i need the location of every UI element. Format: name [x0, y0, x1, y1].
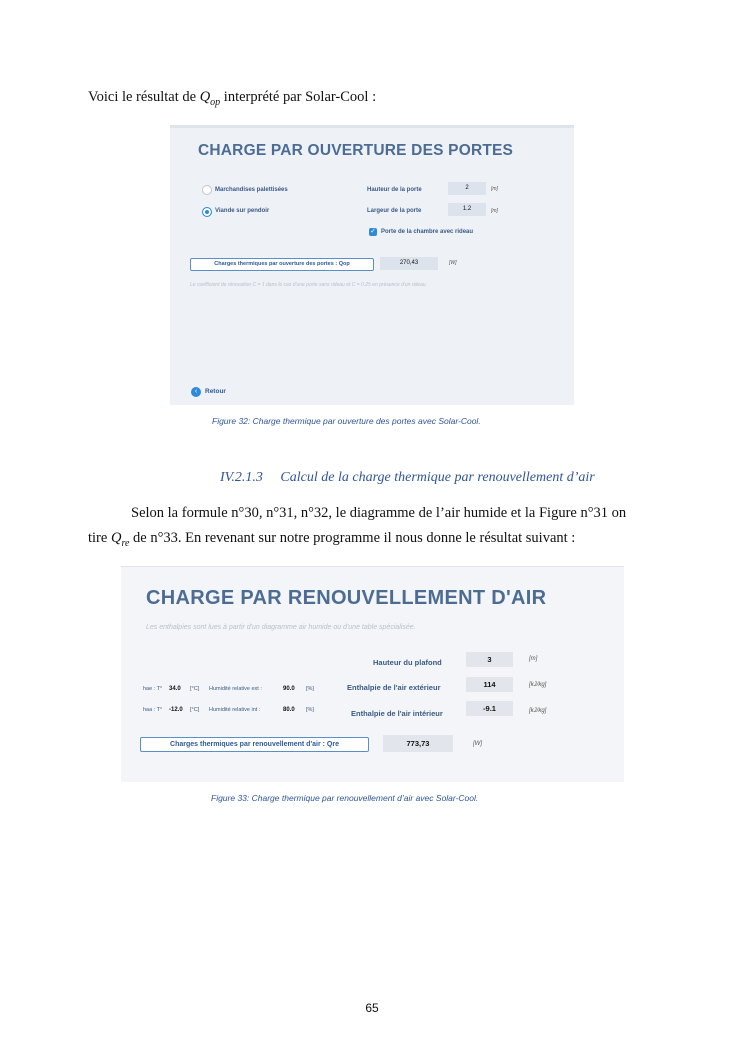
intro-subscript: op	[210, 96, 221, 108]
paragraph-line2-before: tire	[88, 530, 111, 546]
paragraph-subscript: re	[121, 537, 130, 549]
section-title: Calcul de la charge thermique par renouvellement d’air	[280, 470, 595, 485]
radio-pendoir-label: Viande sur pendoir	[215, 208, 270, 214]
qre-button[interactable]: Charges thermiques par renouvellement d'air : Qre	[140, 737, 369, 752]
hae-temp[interactable]: 34.0	[169, 686, 181, 692]
hr-int-label: Humidité relative int :	[209, 707, 261, 713]
haa-temp[interactable]: -12.0	[169, 707, 183, 713]
intro-line	[88, 89, 376, 108]
rideau-checkbox[interactable]: ✓	[370, 228, 376, 235]
rideau-checkbox-label: Porte de la chambre avec rideau	[381, 229, 474, 235]
paragraph-line-2	[88, 530, 658, 549]
enthalpie-int-label: Enthalpie de l'air intérieur	[351, 709, 443, 718]
section-number: IV.2.1.3	[220, 470, 263, 485]
figure-33-caption: Figure 33: Charge thermique par renouvellement d’air avec Solar-Cool.	[211, 793, 479, 803]
intro-text-after: interprété par Solar-Cool :	[220, 89, 377, 105]
hauteur-porte-input[interactable]: 2	[448, 182, 486, 195]
plafond-unit: [m]	[529, 656, 538, 662]
figure-33-screenshot	[121, 566, 624, 782]
section-heading	[220, 470, 595, 486]
paragraph-line2-after: de n°33. En revenant sur notre programme il nous donne le résultat suivant :	[129, 530, 576, 546]
qre-unit: [W]	[473, 741, 482, 747]
qre-value: 773,73	[383, 735, 453, 752]
plafond-input[interactable]: 3	[466, 652, 513, 667]
paragraph-line-1: Selon la formule n°30, n°31, n°32, le diagramme de l’air humide et la Figure n°31 on	[131, 505, 627, 521]
intro-symbol: Q	[199, 89, 211, 105]
fig33-title: CHARGE PAR RENOUVELLEMENT D'AIR	[146, 587, 547, 609]
figure-32-caption: Figure 32: Charge thermique par ouverture des portes avec Solar-Cool.	[212, 416, 481, 426]
hr-ext-unit: [%]	[306, 686, 314, 692]
hae-label: hae : T°	[143, 686, 163, 692]
enthalpie-ext-unit: [kJ/kg]	[529, 682, 547, 688]
paragraph-symbol: Q	[110, 530, 122, 546]
fig33-note: Les enthalpies sont lues à partir d'un diagramme air humide ou d'une table spécialisée.	[146, 624, 416, 631]
largeur-porte-input[interactable]: 1.2	[448, 203, 486, 216]
qop-unit: [W]	[449, 260, 457, 266]
hae-temp-unit: [°C]	[190, 686, 200, 692]
plafond-label: Hauteur du plafond	[373, 658, 442, 667]
enthalpie-ext-label: Enthalpie de l'air extérieur	[347, 683, 441, 692]
back-icon[interactable]: ‹	[191, 387, 201, 397]
back-button[interactable]: Retour	[205, 388, 226, 395]
hauteur-unit: [m]	[491, 186, 498, 192]
haa-temp-unit: [°C]	[190, 707, 200, 713]
largeur-unit: [m]	[491, 208, 498, 214]
hr-ext-label: Humidité relative ext :	[209, 686, 262, 692]
hauteur-porte-label: Hauteur de la porte	[367, 187, 422, 193]
hr-ext-value[interactable]: 90.0	[283, 686, 295, 692]
enthalpie-int-unit: [kJ/kg]	[529, 708, 547, 714]
haa-label: haa : T°	[143, 707, 163, 713]
radio-pendoir[interactable]	[202, 207, 212, 217]
enthalpie-int-value[interactable]: -9.1	[466, 701, 513, 716]
hr-int-unit: [%]	[306, 707, 314, 713]
largeur-porte-label: Largeur de la porte	[367, 208, 422, 214]
radio-palettisees[interactable]	[202, 185, 212, 195]
hr-int-value[interactable]: 80.0	[283, 707, 295, 713]
intro-text-before: Voici le résultat de	[88, 89, 200, 105]
figure-32-screenshot	[170, 125, 574, 405]
fig32-title: CHARGE PAR OUVERTURE DES PORTES	[198, 142, 514, 159]
page-number: 65	[365, 1001, 379, 1015]
qop-button[interactable]: Charges thermiques par ouverture des portes : Qop	[190, 258, 374, 271]
fig32-note: Le coefficient de rénovation C = 1 dans le cas d'une porte sans rideau et C = 0.25 en présence d'un rideau	[190, 282, 426, 288]
enthalpie-ext-value[interactable]: 114	[466, 677, 513, 692]
qop-value: 270,43	[380, 257, 438, 270]
radio-palettisees-label: Marchandises palettisées	[215, 187, 288, 193]
